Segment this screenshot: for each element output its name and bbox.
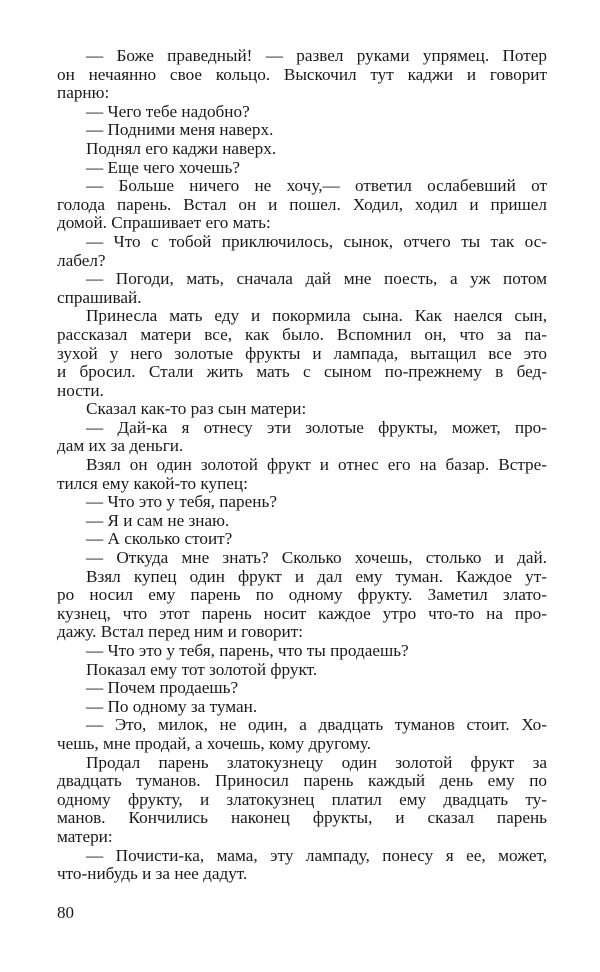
text-line: Показал ему тот золотой фрукт. (86, 659, 318, 679)
text-line: и бросил. Стали жить мать с сыном по-прежнему в бед- (57, 362, 547, 382)
text-line: — Что это у тебя, парень? (86, 492, 277, 512)
text-line: — Боже праведный! — развел руками упрямец. Потер (86, 46, 547, 65)
text-line: — Дай-ка я отнесу эти золотые фрукты, может, про- (86, 417, 547, 437)
text-line: дажу. Встал перед ним и говорит: (57, 622, 303, 642)
text-line: лабел? (57, 250, 106, 270)
text-line: — Что это у тебя, парень, что ты продаешь? (86, 641, 409, 660)
page-text (57, 47, 547, 884)
text-line: тился ему какой-то купец: (57, 473, 248, 493)
text-line: — По одному за туман. (86, 696, 258, 716)
text-line: что-нибудь и за нее дадут. (57, 864, 248, 884)
page-number: 80 (57, 903, 74, 922)
text-line: — Подними меня наверх. (86, 120, 274, 140)
text-line: ности. (57, 380, 104, 400)
text-line: — Почисти-ка, мама, эту лампаду, понесу я ее, может, (86, 845, 547, 865)
text-line: кузнец, что этот парень носит каждое утро что-то на про- (57, 603, 547, 623)
text-line: голода парень. Встал он и пошел. Ходил, ходил и пришел (57, 194, 547, 214)
text-line: — Чего тебе надобно? (86, 101, 250, 121)
text-line: зухой у него золотые фрукты и лампада, вытащил все это (57, 343, 547, 363)
text-line: Взял он один золотой фрукт и отнес его на базар. Встре- (86, 455, 547, 475)
text-line: — Погоди, мать, сначала дай мне поесть, а уж потом (86, 269, 547, 289)
text-line: спрашивай. (57, 287, 142, 307)
text-line: Поднял его каджи наверх. (86, 138, 277, 158)
text-line: он нечаянно свое кольцо. Выскочил тут каджи и говорит (57, 64, 547, 84)
text-line: — Что с тобой приключилось, сынок, отчего ты так ос- (86, 231, 547, 251)
text-line: — Больше ничего не хочу,— ответил ослабевший от (86, 176, 547, 196)
text-line: ро носил ему парень по одному фрукту. Заметил злато- (57, 585, 547, 605)
text-line: чешь, мне продай, а хочешь, кому другому. (57, 733, 372, 753)
text-line: дам их за деньги. (57, 436, 184, 456)
text-line: Продал парень златокузнецу один золотой фрукт за (86, 752, 547, 772)
text-line: Принесла мать еду и покормила сына. Как наелся сын, (86, 306, 547, 326)
text-line: — Это, милок, не один, а двадцать туманов стоит. Хо- (86, 715, 547, 735)
text-line: одному фрукту, и златокузнец платил ему двадцать ту- (57, 789, 547, 809)
text-line: домой. Спрашивает его мать: (57, 213, 271, 233)
text-line: Сказал как-то раз сын матери: (86, 399, 307, 419)
text-line: манов. Кончились наконец фрукты, и сказал парень (57, 808, 547, 828)
text-line: парню: (57, 83, 110, 103)
text-line: — А сколько стоит? (86, 529, 233, 549)
text-line: — Почем продаешь? (86, 678, 239, 698)
text-line: двадцать туманов. Приносил парень каждый день ему по (57, 771, 547, 791)
text-line: матери: (57, 826, 113, 846)
text-line: — Я и сам не знаю. (86, 510, 230, 530)
text-line: Взял купец один фрукт и дал ему туман. Каждое ут- (86, 566, 547, 586)
text-line: — Еще чего хочешь? (86, 157, 240, 177)
text-line: рассказал матери все, как было. Вспомнил он, что за па- (57, 324, 547, 344)
text-line: — Откуда мне знать? Сколько хочешь, столько и дай. (86, 548, 547, 568)
